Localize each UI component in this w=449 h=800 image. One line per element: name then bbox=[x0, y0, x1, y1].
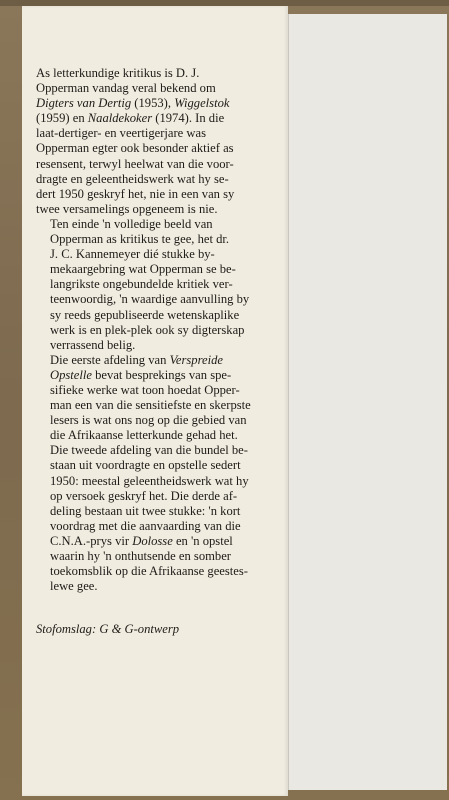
text-line: sy reeds gepubliseerde wetenskaplike bbox=[50, 307, 240, 322]
text-line: staan uit voordragte en opstelle sedert bbox=[50, 458, 241, 473]
text-line: teenwoordig, 'n waardige aanvulling by bbox=[50, 292, 250, 307]
paragraph-2 bbox=[36, 217, 274, 353]
endpaper bbox=[288, 14, 447, 790]
text-line: dert 1950 geskryf het, nie in een van sy bbox=[36, 186, 235, 201]
italic-title: Dolosse bbox=[132, 533, 173, 548]
text-line: Die eerste afdeling van Verspreide bbox=[50, 352, 223, 367]
text-line: lesers is wat ons nog op die gebied van bbox=[50, 413, 247, 428]
text-line: J. C. Kannemeyer dié stukke by- bbox=[50, 247, 215, 262]
text-line: (1959) en Naaldekoker (1974). In die bbox=[36, 111, 225, 126]
italic-title: Opstelle bbox=[50, 367, 92, 382]
italic-title: Wiggelstok bbox=[174, 96, 230, 111]
text-line: sifieke werke wat toon hoedat Opper- bbox=[50, 382, 240, 397]
text-line: waarin hy 'n onthutsende en somber bbox=[50, 549, 231, 563]
text-line: dragte en geleentheidswerk wat hy se- bbox=[36, 171, 229, 186]
text-line: 1950: meestal geleentheidswerk wat hy bbox=[50, 473, 249, 488]
text-line: Digters van Dertig (1953), Wiggelstok bbox=[36, 96, 230, 111]
flap-text bbox=[36, 66, 274, 594]
text-line: lewe gee. bbox=[50, 579, 98, 594]
text-line: werk is en plek-plek ook sy digterskap bbox=[50, 322, 245, 337]
text-line: C.N.A.-prys vir Dolosse en 'n opstel bbox=[50, 533, 233, 548]
paragraph-3 bbox=[36, 353, 274, 595]
italic-title: Verspreide bbox=[169, 352, 223, 367]
text-line: Opperman as kritikus te gee, het dr. bbox=[50, 232, 230, 247]
text-line: resensent, terwyl heelwat van die voor- bbox=[36, 156, 234, 171]
text-line: Opperman egter ook besonder aktief as bbox=[36, 141, 234, 156]
text-line: man een van die sensitiefste en skerpste bbox=[50, 398, 251, 413]
text-line: twee versamelings opgeneem is nie. bbox=[36, 201, 218, 216]
text-line: voordrag met die aanvaarding van die bbox=[50, 518, 241, 533]
text-line: Die tweede afdeling van die bundel be- bbox=[50, 443, 248, 458]
text-line: toekomsblik op die Afrikaanse geestes- bbox=[50, 564, 248, 579]
text-line: mekaargebring wat Opperman se be- bbox=[50, 262, 236, 277]
italic-title: Naaldekoker bbox=[87, 111, 153, 126]
text-line: Ten einde 'n volledige beeld van bbox=[50, 216, 213, 231]
text-line: deling bestaan uit twee stukke: 'n kort bbox=[50, 503, 241, 518]
italic-title: Digters van Dertig bbox=[36, 96, 132, 111]
text-line: As letterkundige kritikus is D. J. bbox=[36, 66, 200, 80]
text-line: Opstelle bevat besprekings van spe- bbox=[50, 367, 232, 382]
text-line: op versoek geskryf het. Die derde af- bbox=[50, 488, 238, 503]
text-line: verrassend belig. bbox=[50, 337, 136, 352]
paragraph-1 bbox=[36, 66, 274, 217]
text-line: langrikste ongebundelde kritiek ver- bbox=[50, 277, 233, 292]
text-line: die Afrikaanse letterkunde gehad het. bbox=[50, 428, 238, 443]
text-line: Opperman vandag veral bekend om bbox=[36, 81, 216, 96]
text-line: laat-dertiger- en veertigerjare was bbox=[36, 126, 207, 141]
jacket-design-credit: Stofomslag: G & G-ontwerp bbox=[36, 622, 180, 636]
